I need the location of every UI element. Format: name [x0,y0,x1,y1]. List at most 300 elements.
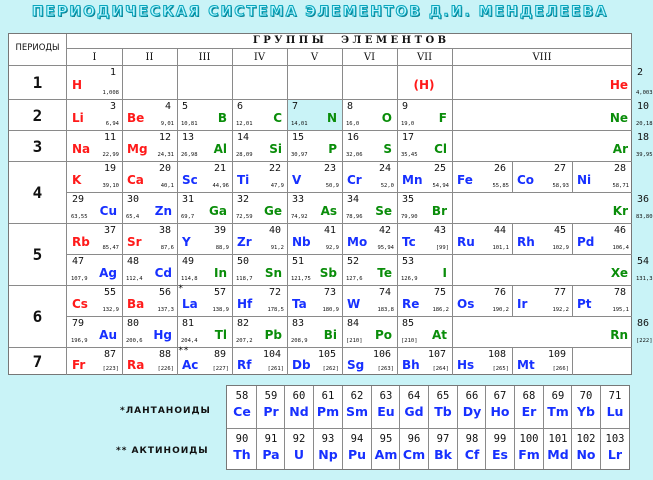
element-cell[interactable] [398,193,452,223]
element-cell[interactable] [68,162,122,192]
atomic-number: 13 [182,132,195,143]
element-cell[interactable] [288,286,342,316]
element-symbol: Na [72,142,91,156]
f-element-cell[interactable] [572,386,600,427]
atomic-mass: 85,47 [102,245,119,251]
element-symbol: Be [127,111,145,125]
f-element-cell[interactable] [400,429,428,470]
f-element-cell[interactable] [458,429,486,470]
atomic-mass: 207,2 [236,338,253,344]
atomic-mass: [265] [492,366,509,372]
atomic-mass: 131,3 [636,276,653,282]
element-cell[interactable] [68,348,122,375]
f-element-cell[interactable] [372,386,400,427]
atomic-number: 46 [613,225,626,236]
element-symbol: At [431,328,447,342]
atomic-mass: 72,59 [236,214,253,220]
atomic-number: 92 [292,433,306,445]
element-symbol: Bi [323,328,337,342]
atomic-mass: 12,01 [236,121,253,127]
element-cell[interactable] [288,131,342,161]
atomic-number: 26 [493,163,506,174]
element-symbol: Te [377,266,392,280]
element-symbol: Bk [434,447,452,462]
atomic-number: 49 [182,256,195,267]
atomic-number: 48 [127,256,140,267]
atomic-mass: 78,96 [346,214,363,220]
element-symbol: Ho [490,404,510,419]
element-cell[interactable] [178,348,232,375]
element-symbol: S [383,142,392,156]
element-cell[interactable] [398,255,452,285]
atomic-number: 55 [103,287,116,298]
atomic-number: 38 [158,225,171,236]
element-symbol: Cm [402,447,426,462]
atomic-mass: 186,2 [432,307,449,313]
atomic-mass: [264] [432,366,449,372]
f-element-cell[interactable] [257,429,285,470]
element-symbol: Ce [233,404,251,419]
element-symbol: Pt [577,297,592,311]
atomic-number: 99 [493,433,507,445]
element-cell[interactable] [178,286,232,316]
element-symbol: Es [492,447,508,462]
element-cell[interactable] [343,162,397,192]
period-number: 2 [32,105,43,125]
atomic-mass: [210] [346,338,363,344]
f-element-cell[interactable] [285,429,313,470]
group-numeral: II [145,52,154,63]
atomic-number: 15 [292,132,305,143]
actinoids-label: ** АКТИНОИДЫ [116,446,209,456]
f-element-cell[interactable] [515,429,543,470]
f-element-cell[interactable] [343,386,371,427]
atomic-number: 77 [553,287,566,298]
atomic-number: 97 [436,433,450,445]
element-symbol: K [72,173,82,187]
atomic-mass: 192,2 [552,307,569,313]
atomic-mass: 4,003 [636,90,653,96]
element-cell[interactable] [288,162,342,192]
element-symbol: Lr [607,447,623,462]
element-cell[interactable] [513,162,572,192]
element-symbol: Al [213,142,227,156]
atomic-mass: 107,9 [71,276,88,282]
element-symbol: Sc [182,173,198,187]
element-cell[interactable] [68,193,122,223]
element-symbol: (H) [413,78,435,92]
element-symbol: Hf [237,297,253,311]
element-symbol: P [328,142,337,156]
atomic-number: 36 [637,194,650,205]
atomic-number: 43 [433,225,446,236]
group-numeral: VII [416,52,433,63]
atomic-number: 65 [436,390,450,402]
element-cell[interactable] [288,255,342,285]
element-cell[interactable] [398,131,452,161]
atomic-mass: 69,7 [181,214,195,220]
element-cell[interactable] [123,100,177,130]
f-element-cell[interactable] [458,386,486,427]
element-symbol: Sb [319,266,337,280]
period-number: 5 [32,245,43,264]
group-numeral: I [92,52,97,63]
element-cell[interactable] [513,224,572,254]
element-cell[interactable] [178,162,232,192]
element-symbol: Os [457,297,475,311]
atomic-number: 7 [292,101,299,112]
element-cell[interactable] [453,224,512,254]
atomic-mass: 24,31 [157,152,174,158]
element-symbol: Cl [434,142,447,156]
element-cell[interactable] [233,224,287,254]
element-cell[interactable] [178,317,232,347]
atomic-number: 8 [347,101,354,112]
element-symbol: Mn [402,173,423,187]
element-cell[interactable] [513,348,572,375]
atomic-mass: 126,9 [401,276,418,282]
element-symbol: He [609,78,628,92]
element-symbol: Md [547,447,569,462]
element-symbol: Np [318,447,338,462]
element-cell[interactable] [233,162,287,192]
element-symbol: Dy [462,404,482,419]
element-cell[interactable] [288,317,342,347]
element-cell[interactable] [398,100,452,130]
element-symbol: Tm [547,404,569,419]
element-symbol: W [347,297,361,311]
atomic-mass: 137,3 [157,307,174,313]
atomic-mass: 35,45 [401,152,418,158]
f-element-cell[interactable] [314,386,342,427]
element-cell[interactable] [573,224,632,254]
element-cell[interactable] [288,193,342,223]
atomic-mass: 47,9 [270,183,284,189]
f-element-cell[interactable] [228,429,256,470]
element-cell[interactable] [343,317,397,347]
atomic-number: 100 [519,433,539,445]
atomic-mass: 204,4 [181,338,198,344]
element-cell[interactable] [68,317,122,347]
f-element-cell[interactable] [429,386,457,427]
atomic-mass: 180,9 [322,307,339,313]
f-element-cell[interactable] [601,429,629,470]
element-symbol: Lu [606,404,624,419]
atomic-number: 78 [613,287,626,298]
element-cell[interactable] [233,193,287,223]
atomic-number: 22 [268,163,281,174]
atomic-mass: 183,8 [377,307,394,313]
element-cell[interactable] [343,255,397,285]
element-symbol: Cs [72,297,88,311]
element-symbol: Pd [577,235,595,249]
element-cell[interactable] [68,224,122,254]
element-symbol: Sn [264,266,282,280]
atomic-number: 35 [402,194,415,205]
element-symbol: Mt [517,358,535,372]
element-cell[interactable] [68,131,122,161]
element-cell[interactable] [123,286,177,316]
atomic-number: 109 [547,349,566,360]
atomic-number: 23 [323,163,336,174]
element-symbol: Ir [517,297,528,311]
f-element-cell[interactable] [285,386,313,427]
element-symbol: Db [292,358,311,372]
atomic-number: 75 [433,287,446,298]
atomic-mass: [222] [636,338,653,344]
element-symbol: Au [99,328,117,342]
element-cell[interactable] [573,162,632,192]
atomic-mass: [266] [552,366,569,372]
element-cell[interactable] [398,162,452,192]
element-cell[interactable] [233,100,287,130]
atomic-number: 14 [237,132,250,143]
element-symbol: Er [521,404,537,419]
element-cell[interactable] [398,66,452,99]
element-symbol: No [576,447,596,462]
periodic-table [8,33,653,375]
element-cell[interactable] [343,224,397,254]
f-element-cell[interactable] [601,386,629,427]
f-element-cell[interactable] [314,429,342,470]
atomic-number: 62 [350,390,364,402]
atomic-number: 28 [613,163,626,174]
element-cell[interactable] [343,100,397,130]
element-symbol: Ac [182,358,199,372]
atomic-number: 86 [637,318,650,329]
element-cell[interactable] [398,317,452,347]
atomic-number: 4 [164,101,171,112]
f-element-cell[interactable] [257,386,285,427]
grid-line [572,347,573,375]
atomic-number: 96 [407,433,421,445]
atomic-mass: 95,94 [377,245,394,251]
element-symbol: U [293,447,305,462]
element-cell[interactable] [123,131,177,161]
period-number: 4 [32,183,43,202]
footnote-marker: * [178,284,184,294]
atomic-number: 89 [213,349,226,360]
element-cell[interactable] [233,317,287,347]
element-cell[interactable] [343,348,397,375]
element-symbol: Rh [517,235,535,249]
atomic-mass: [227] [212,366,229,372]
atomic-mass: [263] [377,366,394,372]
atomic-number: 81 [182,318,195,329]
atomic-number: 9 [402,101,409,112]
atomic-mass: 9,01 [160,121,174,127]
atomic-mass: 19,0 [401,121,415,127]
element-cell[interactable] [233,286,287,316]
element-cell[interactable] [68,66,122,99]
f-element-cell[interactable] [343,429,371,470]
element-symbol: O [381,111,392,125]
f-element-cell[interactable] [372,429,400,470]
element-cell[interactable] [123,348,177,375]
atomic-mass: 190,2 [492,307,509,313]
atomic-number: 72 [268,287,281,298]
atomic-mass: 14,01 [291,121,308,127]
atomic-mass: 65,4 [126,214,140,220]
atomic-mass: 102,9 [552,245,569,251]
element-symbol: Ag [99,266,117,280]
element-cell[interactable] [123,162,177,192]
element-symbol: Ti [237,173,250,187]
element-cell[interactable] [178,100,232,130]
atomic-number: 85 [402,318,415,329]
element-symbol: Ra [127,358,145,372]
footnote-marker: ** [178,346,189,356]
f-element-cell[interactable] [515,386,543,427]
element-symbol: Tc [402,235,416,249]
f-element-cell[interactable] [544,386,572,427]
atomic-mass: 118,7 [236,276,253,282]
atomic-mass: 50,9 [325,183,339,189]
f-element-cell[interactable] [544,429,572,470]
atomic-number: 44 [493,225,506,236]
element-symbol: Pb [264,328,282,342]
grid-line [67,48,632,49]
atomic-number: 11 [103,132,116,143]
element-cell[interactable] [453,162,512,192]
element-symbol: B [217,111,227,125]
atomic-number: 54 [637,256,650,267]
element-cell[interactable] [123,224,177,254]
group-numeral: IV [253,52,266,63]
element-cell[interactable] [343,193,397,223]
atomic-mass: 63,55 [71,214,88,220]
atomic-number: 71 [608,390,622,402]
element-symbol: Fr [72,358,86,372]
element-cell[interactable] [233,255,287,285]
atomic-mass: 132,9 [102,307,119,313]
element-cell[interactable] [288,224,342,254]
element-cell[interactable] [288,100,342,130]
f-element-cell[interactable] [486,386,514,427]
period-number: 7 [32,352,43,371]
atomic-number: 83 [292,318,305,329]
element-symbol: Tb [434,404,452,419]
atomic-number: 37 [103,225,116,236]
element-cell[interactable] [573,286,632,316]
f-element-cell[interactable] [400,386,428,427]
element-cell[interactable] [233,348,287,375]
element-cell[interactable] [453,286,512,316]
f-element-cell[interactable] [572,429,600,470]
element-cell[interactable] [123,317,177,347]
atomic-number: 5 [182,101,189,112]
element-cell[interactable] [123,255,177,285]
element-cell[interactable] [178,255,232,285]
atomic-mass: 87,6 [160,245,174,251]
atomic-number: 95 [379,433,393,445]
atomic-mass: 6,94 [105,121,119,127]
element-cell[interactable] [178,131,232,161]
f-element-cell[interactable] [228,386,256,427]
atomic-number: 58 [235,390,249,402]
atomic-number: 6 [237,101,244,112]
element-symbol: Si [269,142,282,156]
atomic-number: 107 [427,349,446,360]
element-cell[interactable] [398,348,452,375]
element-symbol: Ba [127,297,145,311]
atomic-number: 73 [323,287,336,298]
element-cell[interactable] [68,286,122,316]
element-cell[interactable] [343,131,397,161]
element-cell[interactable] [233,131,287,161]
atomic-number: 34 [347,194,360,205]
element-symbol: Hs [457,358,475,372]
element-cell[interactable] [343,286,397,316]
atomic-number: 80 [127,318,140,329]
atomic-number: 16 [347,132,360,143]
group-numeral: V [310,52,319,63]
element-cell[interactable] [513,286,572,316]
atomic-mass: 32,06 [346,152,363,158]
atomic-mass: 39,10 [102,183,119,189]
element-cell[interactable] [288,348,342,375]
atomic-number: 53 [402,256,415,267]
element-symbol: Kr [612,204,628,218]
element-symbol: Pm [316,404,340,419]
element-cell[interactable] [398,286,452,316]
atomic-number: 87 [103,349,116,360]
atomic-mass: [226] [157,366,174,372]
atomic-mass: [210] [401,338,418,344]
atomic-number: 102 [576,433,596,445]
atomic-number: 24 [378,163,391,174]
atomic-mass: 30,97 [291,152,308,158]
atomic-mass: [223] [102,366,119,372]
atomic-mass: 101,1 [492,245,509,251]
atomic-mass: 79,90 [401,214,418,220]
atomic-mass: [261] [267,366,284,372]
element-symbol: V [292,173,302,187]
atomic-number: 51 [292,256,305,267]
element-cell[interactable] [178,193,232,223]
atomic-mass: 106,4 [612,245,629,251]
element-cell[interactable] [453,348,512,375]
atomic-number: 12 [158,132,171,143]
atomic-mass: [99] [435,245,449,251]
atomic-number: 67 [493,390,507,402]
element-symbol: La [182,297,198,311]
f-element-cell[interactable] [429,429,457,470]
element-cell[interactable] [123,193,177,223]
atomic-number: 98 [465,433,479,445]
group-numeral: VI [363,52,376,63]
element-cell[interactable] [68,100,122,130]
element-cell[interactable] [178,224,232,254]
element-symbol: Cr [347,173,362,187]
atomic-mass: [262] [322,366,339,372]
element-symbol: Xe [610,266,628,280]
atomic-number: 25 [433,163,446,174]
element-symbol: Bh [402,358,420,372]
element-symbol: Ge [264,204,282,218]
atomic-number: 41 [323,225,336,236]
f-element-cell[interactable] [486,429,514,470]
atomic-number: 88 [158,349,171,360]
f-block-table [226,385,630,470]
atomic-mass: 88,9 [215,245,229,251]
element-cell[interactable] [68,255,122,285]
element-cell[interactable] [398,224,452,254]
group-numeral: III [198,52,211,63]
atomic-number: 39 [213,225,226,236]
element-symbol: Mo [347,235,368,249]
atomic-number: 56 [158,287,171,298]
